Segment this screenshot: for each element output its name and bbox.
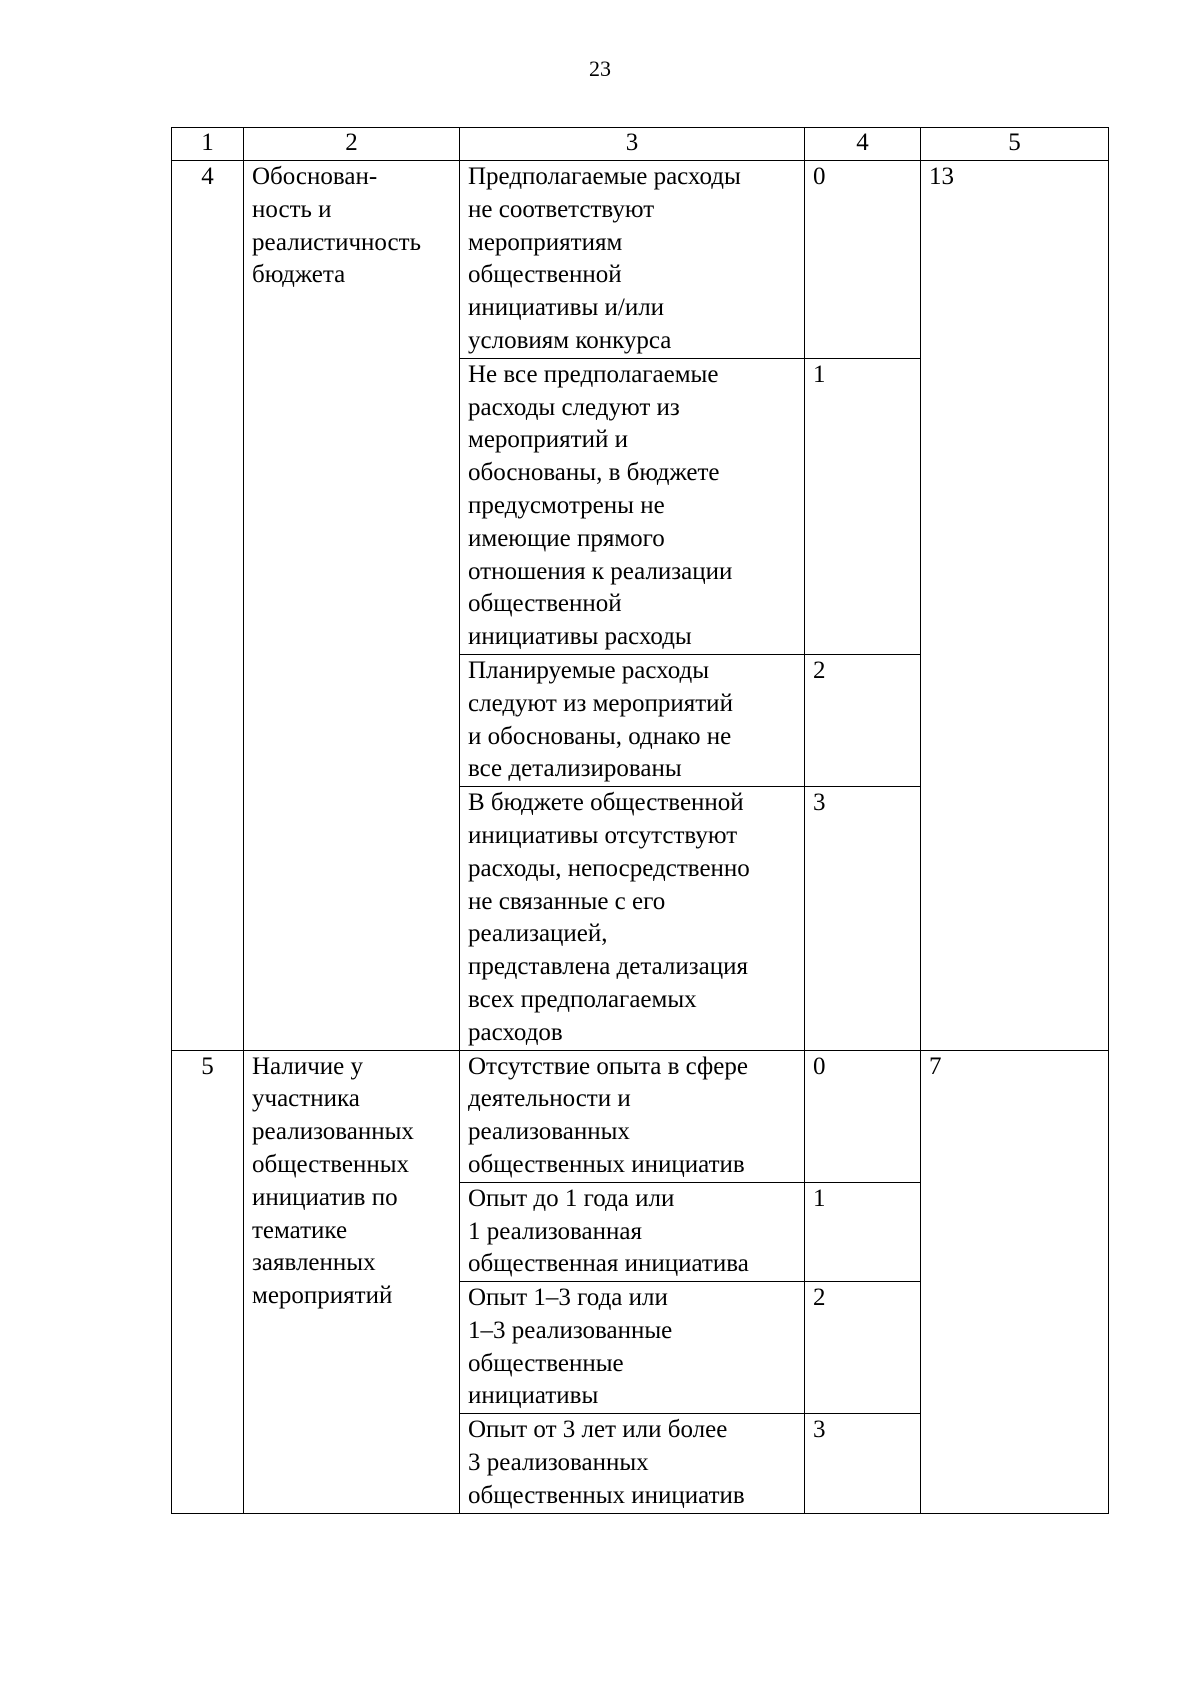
column-header: 3	[460, 128, 805, 161]
level-score: 0	[805, 1050, 921, 1182]
criteria-table	[171, 127, 1109, 1514]
max-score: 7	[921, 1050, 1109, 1513]
column-header: 5	[921, 128, 1109, 161]
level-description: Опыт до 1 года или 1 реализованная общественная инициатива	[460, 1182, 805, 1281]
criterion-number: 5	[172, 1050, 244, 1513]
page-number: 23	[589, 56, 611, 81]
level-score: 3	[805, 787, 921, 1050]
level-score: 2	[805, 654, 921, 786]
max-score: 13	[921, 161, 1109, 1051]
level-score: 3	[805, 1414, 921, 1513]
level-description: Опыт от 3 лет или более 3 реализованных общественных инициатив	[460, 1414, 805, 1513]
table-row	[172, 1050, 1109, 1182]
column-header: 2	[244, 128, 460, 161]
criterion-number: 4	[172, 161, 244, 1051]
level-score: 1	[805, 358, 921, 654]
column-header: 4	[805, 128, 921, 161]
level-description: Предполагаемые расходы не соответствуют мероприятиям общественной инициативы и/или условиям конкурса	[460, 161, 805, 359]
level-description: Опыт 1–3 года или 1–3 реализованные общественные инициативы	[460, 1282, 805, 1414]
table-row	[172, 161, 1109, 359]
criterion-name: Наличие у участника реализованных общественных инициатив по тематике заявленных мероприятий	[244, 1050, 460, 1513]
level-description: Планируемые расходы следуют из мероприятий и обоснованы, однако не все детализированы	[460, 654, 805, 786]
level-description: В бюджете общественной инициативы отсутствуют расходы, непосредственно не связанные с его реализацией, представлена детализация всех предполагаемых расходов	[460, 787, 805, 1050]
level-description: Не все предполагаемые расходы следуют из мероприятий и обоснованы, в бюджете предусмотрены не имеющие прямого отношения к реализации общественной инициативы расходы	[460, 358, 805, 654]
table-header-row	[172, 128, 1109, 161]
level-score: 1	[805, 1182, 921, 1281]
level-score: 0	[805, 161, 921, 359]
criterion-name: Обоснован- ность и реалистичность бюджета	[244, 161, 460, 1051]
column-header: 1	[172, 128, 244, 161]
level-score: 2	[805, 1282, 921, 1414]
level-description: Отсутствие опыта в сфере деятельности и реализованных общественных инициатив	[460, 1050, 805, 1182]
